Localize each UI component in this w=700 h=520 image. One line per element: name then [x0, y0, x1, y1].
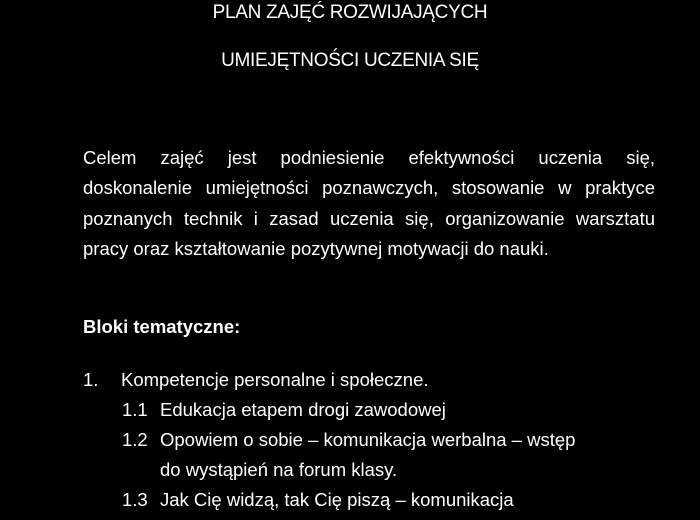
list-item-number: 1.3 — [122, 489, 148, 510]
list-item — [0, 366, 700, 394]
list-item-text: do wystąpień na forum klasy. — [160, 459, 398, 480]
list-item-number: 1. — [83, 369, 99, 390]
list-item-text: Kompetencje personalne i społeczne. — [121, 369, 429, 390]
list-item-continuation — [0, 456, 700, 484]
list-item-text: Opowiem o sobie – komunikacja werbalna – wstęp — [160, 429, 576, 450]
list-item-text: Jak Cię widzą, tak Cię piszą – komunikacja — [160, 489, 514, 510]
document-title-line-1: PLAN ZAJĘĆ ROZWIJAJĄCYCH — [212, 2, 488, 23]
list-item-number: 1.2 — [122, 429, 148, 450]
blocks-heading: Bloki tematyczne: — [83, 316, 241, 337]
list-item — [0, 426, 700, 454]
list-item-number: 1.1 — [122, 399, 148, 420]
list-item — [0, 486, 700, 514]
list-item — [0, 396, 700, 424]
list-item-text: Edukacja etapem drogi zawodowej — [160, 399, 446, 420]
document-title-line-2: UMIEJĘTNOŚCI UCZENIA SIĘ — [221, 50, 479, 71]
intro-paragraph: Celem zajęć jest podniesienie efektywności uczenia się, doskonalenie umiejętności poznawczych, stosowanie w praktyce poznanych technik i zasad uczenia się, organizowanie warsztatu pracy oraz kształtowanie pozytywnej motywacji do nauki. — [83, 147, 655, 259]
